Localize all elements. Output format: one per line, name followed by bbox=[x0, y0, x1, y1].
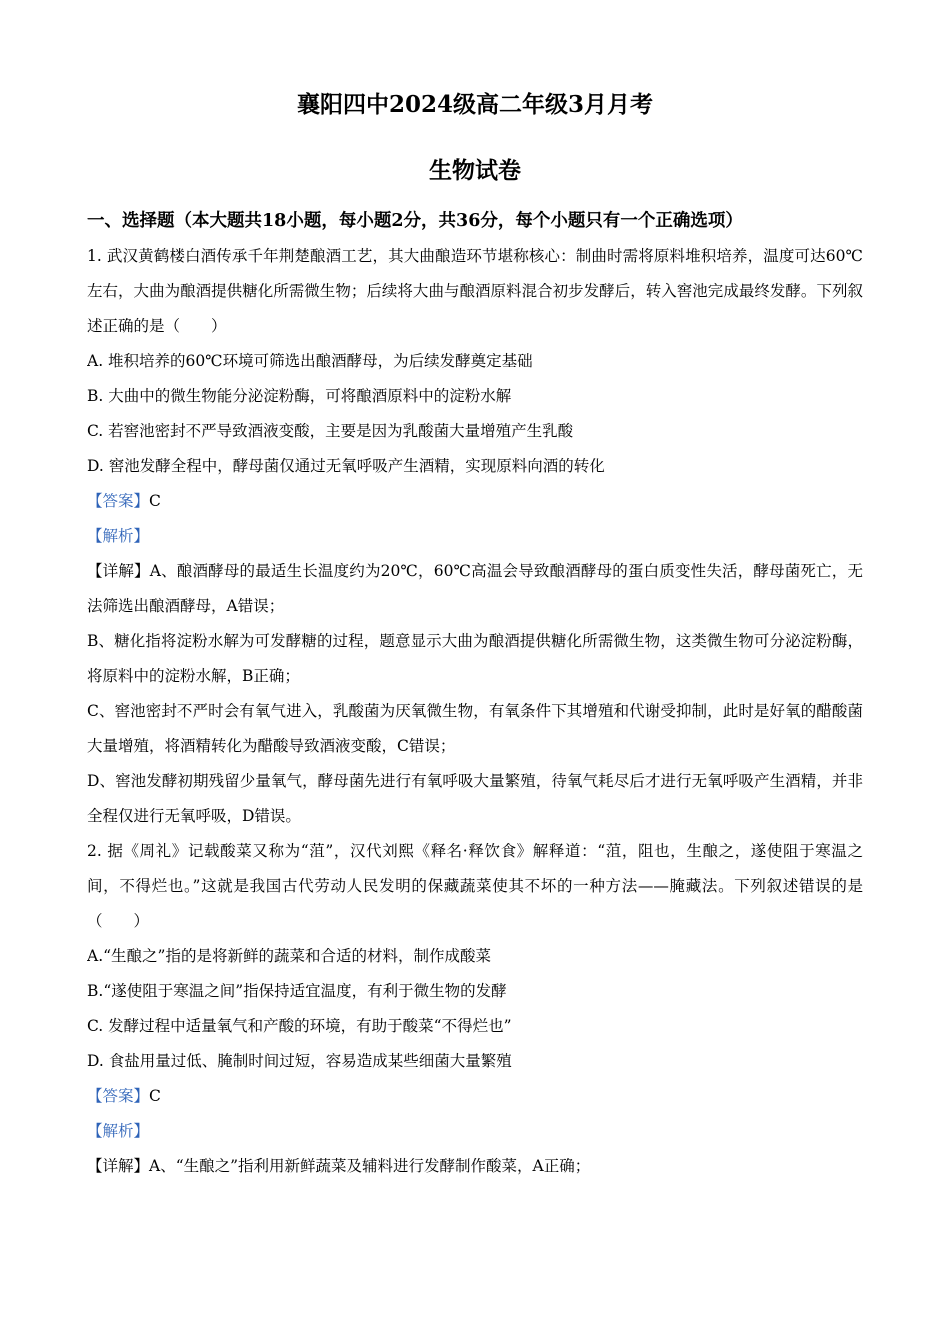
answer-tag: 【答案】 bbox=[87, 1087, 150, 1105]
question-stem: 2. 据《周礼》记载酸菜又称为“菹”，汉代刘熙《释名·释饮食》解释道：“菹，阻也，生酿之，遂使阻于寒温之间，不得烂也。”这就是我国古代劳动人民发明的保藏蔬菜使其不坏的一种方法——腌藏法。下列叙述错误的是（ ） bbox=[87, 842, 863, 930]
question-stem: 1. 武汉黄鹤楼白酒传承千年荆楚酿酒工艺，其大曲酿造环节堪称核心：制曲时需将原料堆积培养，温度可达60℃左右，大曲为酿酒提供糖化所需微生物；后续将大曲与酿酒原料混合初步发酵后，转入窖池完成最终发酵。下列叙述正确的是（ ） bbox=[87, 247, 863, 335]
answer-value: C bbox=[149, 492, 161, 510]
detail-tag: 【详解】 bbox=[87, 562, 150, 580]
option-a: A.“生酿之”指的是将新鲜的蔬菜和合适的材料，制作成酸菜 bbox=[87, 947, 491, 965]
answer-line bbox=[87, 484, 863, 519]
detail-a bbox=[87, 1149, 863, 1184]
option-b: B. 大曲中的微生物能分泌淀粉酶，可将酿酒原料中的淀粉水解 bbox=[87, 387, 512, 405]
detail-text: A、酿酒酵母的最适生长温度约为20℃，60℃高温会导致酿酒酵母的蛋白质变性失活，酵母菌死亡，无法筛选出酿酒酵母，A错误； bbox=[87, 562, 863, 615]
detail-a bbox=[87, 554, 863, 624]
option-a: A. 堆积培养的60℃环境可筛选出酿酒酵母，为后续发酵奠定基础 bbox=[87, 352, 533, 370]
analysis-line bbox=[87, 519, 863, 554]
option-c: C. 发酵过程中适量氧气和产酸的环境，有助于酸菜“不得烂也” bbox=[87, 1017, 512, 1035]
question-2 bbox=[87, 834, 863, 1184]
detail-tag: 【详解】 bbox=[87, 1157, 150, 1175]
option-d: D. 食盐用量过低、腌制时间过短，容易造成某些细菌大量繁殖 bbox=[87, 1052, 512, 1070]
option-b: B.“遂使阻于寒温之间”指保持适宜温度，有利于微生物的发酵 bbox=[87, 982, 507, 1000]
detail-d: D、窖池发酵初期残留少量氧气，酵母菌先进行有氧呼吸大量繁殖，待氧气耗尽后才进行无氧呼吸产生酒精，并非全程仅进行无氧呼吸，D错误。 bbox=[87, 772, 863, 825]
detail-text: A、“生酿之”指利用新鲜蔬菜及辅料进行发酵制作酸菜，A正确； bbox=[149, 1157, 591, 1175]
answer-tag: 【答案】 bbox=[87, 492, 150, 510]
section-heading: 一、选择题（本大题共18小题，每小题2分，共36分，每个小题只有一个正确选项） bbox=[87, 211, 743, 231]
detail-b: B、糖化指将淀粉水解为可发酵糖的过程，题意显示大曲为酿酒提供糖化所需微生物，这类微生物可分泌淀粉酶，将原料中的淀粉水解，B正确； bbox=[87, 632, 863, 685]
detail-c: C、窖池密封不严时会有氧气进入，乳酸菌为厌氧微生物，有氧条件下其增殖和代谢受抑制，此时是好氧的醋酸菌大量增殖，将酒精转化为醋酸导致酒液变酸，C错误； bbox=[87, 702, 863, 755]
exam-title: 襄阳四中2024级高二年级3月月考 bbox=[296, 91, 654, 118]
question-1 bbox=[87, 239, 863, 834]
exam-body bbox=[87, 204, 863, 1184]
option-c: C. 若窖池密封不严导致酒液变酸，主要是因为乳酸菌大量增殖产生乳酸 bbox=[87, 422, 574, 440]
option-d: D. 窖池发酵全程中，酵母菌仅通过无氧呼吸产生酒精，实现原料向酒的转化 bbox=[87, 457, 605, 475]
exam-subject: 生物试卷 bbox=[429, 157, 521, 184]
analysis-tag: 【解析】 bbox=[87, 527, 150, 545]
analysis-line bbox=[87, 1114, 863, 1149]
analysis-tag: 【解析】 bbox=[87, 1122, 150, 1140]
answer-value: C bbox=[149, 1087, 161, 1105]
answer-line bbox=[87, 1079, 863, 1114]
